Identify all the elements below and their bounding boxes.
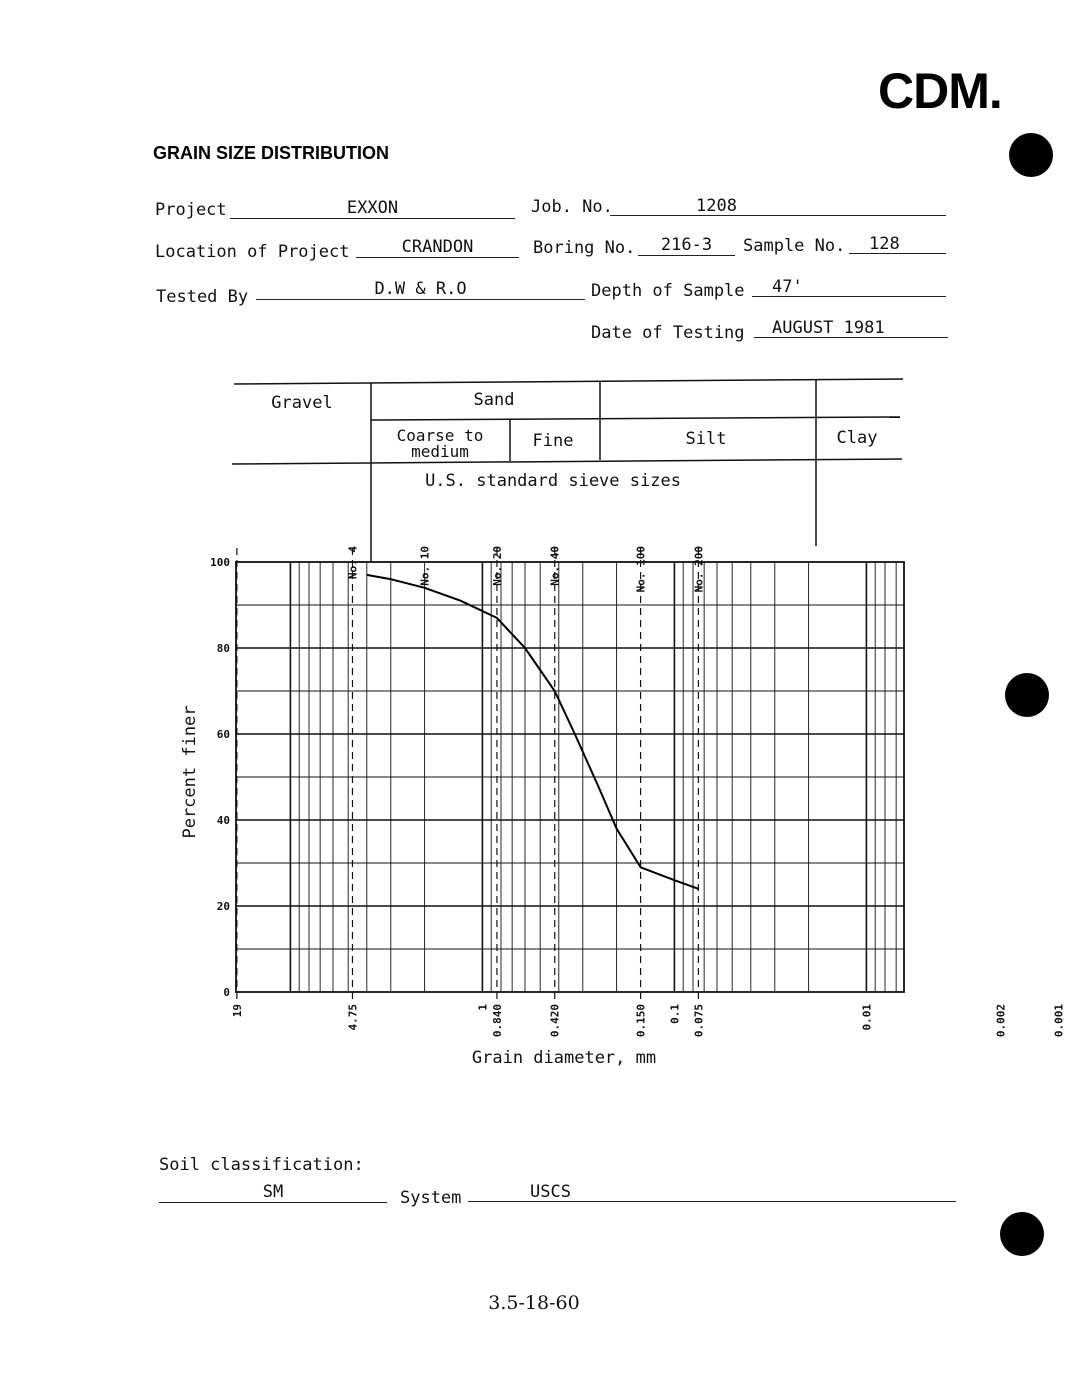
y-tick-label: 0: [223, 986, 230, 999]
boring-label: Boring No.: [533, 238, 636, 258]
sample-label: Sample No.: [743, 236, 846, 256]
y-tick-label: 100: [210, 556, 230, 569]
x-tick-labels: [231, 1004, 1066, 1038]
y-tick-label: 40: [216, 814, 230, 827]
silt-label: Silt: [685, 429, 727, 449]
y-tick-label: 80: [216, 642, 230, 655]
x-axis-label: Grain diameter, mm: [471, 1048, 657, 1068]
x-tick-label: 0.002: [994, 1004, 1008, 1038]
gradation-curve: [367, 575, 699, 889]
x-tick-label: 0.150: [634, 1004, 648, 1038]
x-tick-label: 0.001: [1052, 1004, 1066, 1038]
sieve-label: No. 40: [548, 546, 562, 586]
location-label: Location of Project: [155, 242, 350, 262]
sieve-label: No. 200: [692, 546, 706, 593]
depth-label: Depth of Sample: [591, 281, 745, 301]
job-value: 1208: [610, 196, 946, 216]
x-tick-label: 0.1: [668, 1004, 682, 1024]
sieve-dashed-lines: [237, 548, 699, 1000]
job-label: Job. No.: [531, 197, 613, 217]
x-tick-label: 0.420: [548, 1004, 562, 1038]
y-axis-label: Percent finer: [180, 705, 200, 839]
sieve-labels: [346, 546, 705, 593]
soil-classification-label: Soil classification:: [159, 1155, 364, 1175]
soil-value: SM: [159, 1182, 387, 1203]
clay-label: Clay: [836, 428, 878, 448]
x-tick-label: 0.01: [860, 1004, 874, 1031]
sample-value: 128: [849, 234, 946, 254]
x-tick-label: 19: [230, 1004, 244, 1018]
x-tick-label: 0.840: [490, 1004, 504, 1038]
page-title: GRAIN SIZE DISTRIBUTION: [153, 143, 390, 163]
location-value: CRANDON: [356, 237, 519, 258]
coarse-label: Coarse to: [396, 426, 484, 445]
date-value: AUGUST 1981: [754, 318, 948, 338]
sieve-title: U.S. standard sieve sizes: [425, 471, 681, 491]
page-number: 3.5-18-60: [488, 1292, 580, 1314]
y-tick-label: 60: [216, 728, 230, 741]
x-tick-label: 4.75: [346, 1004, 360, 1031]
fine-label: Fine: [532, 431, 574, 451]
chart-grid: [236, 562, 904, 992]
sieve-label: No. 10: [418, 546, 432, 586]
punch-hole-bottom: [1000, 1212, 1044, 1256]
tested-value: D.W & R.O: [256, 279, 585, 300]
gravel-label: Gravel: [271, 393, 333, 413]
sand-label: Sand: [473, 390, 515, 410]
sieve-label: No. 20: [490, 546, 504, 586]
y-tick-label: 20: [216, 900, 230, 913]
system-value: USCS: [468, 1182, 956, 1202]
sieve-label: No. 100: [634, 546, 648, 593]
x-tick-label: 0.075: [692, 1004, 706, 1038]
boring-value: 216-3: [638, 235, 735, 256]
y-tick-labels: [210, 556, 230, 999]
tested-label: Tested By: [156, 287, 249, 307]
x-tick-label: 1: [476, 1004, 490, 1011]
depth-value: 47': [752, 277, 946, 297]
cdm-logo: CDM.: [878, 63, 1002, 119]
sieve-label: No. 4: [346, 546, 360, 580]
system-label: System: [400, 1188, 462, 1208]
project-label: Project: [155, 200, 227, 220]
date-label: Date of Testing: [591, 323, 745, 343]
coarse-label-2: medium: [411, 442, 469, 461]
project-value: EXXON: [230, 198, 515, 219]
